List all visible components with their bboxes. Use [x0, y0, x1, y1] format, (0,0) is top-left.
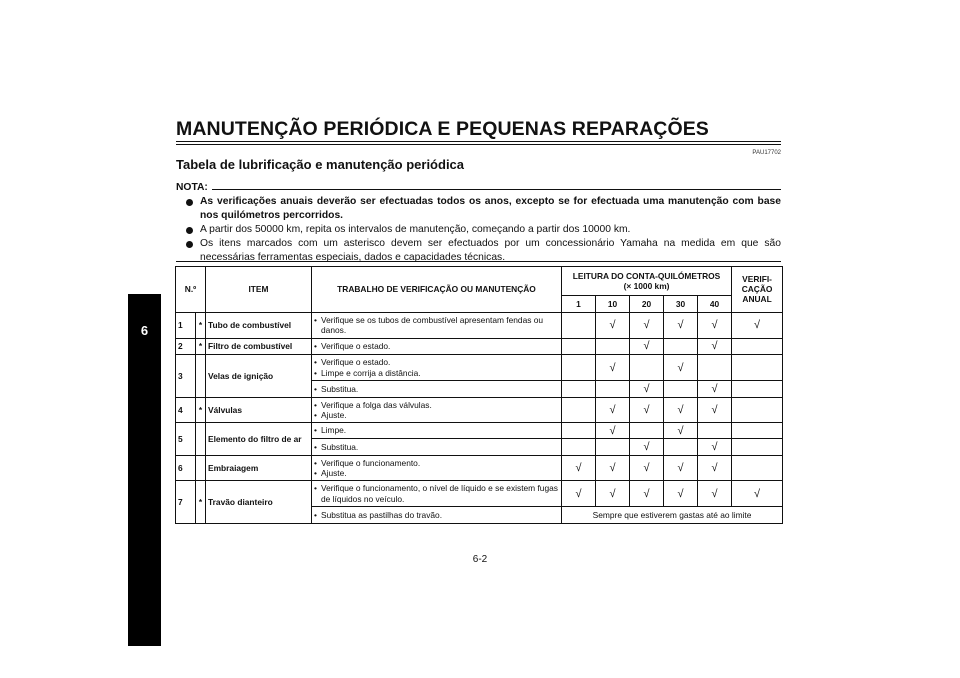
- bullet-icon: [186, 241, 193, 248]
- document-code: PAU17702: [752, 150, 781, 156]
- table-row: 2 * Filtro de combustível • Verifique o estado. √ √: [176, 338, 783, 355]
- header-km: 30: [664, 296, 698, 313]
- note-item: A partir dos 50000 km, repita os intervalos de manutenção, começando a partir dos 10000 km.: [176, 223, 781, 237]
- header-item: ITEM: [206, 267, 312, 313]
- header-annual: VERIFI-CAÇÃO ANUAL: [732, 267, 783, 313]
- chapter-tab: 6: [128, 294, 161, 646]
- title-rule-second: [176, 144, 781, 145]
- note-header: [176, 180, 781, 193]
- note-item: As verificações anuais deverão ser efectuadas todos os anos, excepto se for efectuada uma manutenção com base nos quilómetros percorridos.: [176, 195, 781, 223]
- table-row: 7 * Travão dianteiro • Verifique o funcionamento, o nível de líquido e se existem fugas de líquidos no veículo. √ √ √ √ √ √: [176, 481, 783, 507]
- table-row: 3 Velas de ignição • Verifique o estado. • Limpe e corrija a distância. √ √: [176, 355, 783, 381]
- table-row: 6 Embraiagem • Verifique o funcionamento. • Ajuste. √ √ √ √ √: [176, 455, 783, 481]
- note-box: [176, 180, 781, 265]
- table-row: 1 * Tubo de combustível • Verifique se os tubos de combustível apresentam fendas ou danos. √ √ √ √ √: [176, 312, 783, 338]
- title-rule: [176, 141, 781, 142]
- header-work: TRABALHO DE VERIFICAÇÃO OU MANUTENÇÃO: [312, 267, 562, 313]
- table-row: • Substitua. √ √: [176, 439, 783, 456]
- header-num: N.º: [176, 267, 206, 313]
- note-rule: [212, 189, 781, 190]
- table-row: • Substitua. √ √: [176, 380, 783, 397]
- table-row: 5 Elemento do filtro de ar • Limpe. √ √: [176, 423, 783, 439]
- note-list: [176, 195, 781, 265]
- bullet-icon: [186, 227, 193, 234]
- maintenance-table: [175, 266, 783, 524]
- bullet-icon: [186, 199, 193, 206]
- page-title: MANUTENÇÃO PERIÓDICA E PEQUENAS REPARAÇÕES: [176, 118, 709, 140]
- table-header-row: [176, 267, 783, 296]
- note-end-rule: [176, 261, 781, 262]
- header-odometer: LEITURA DO CONTA-QUILÓMETROS (× 1000 km): [562, 267, 732, 296]
- note-label: NOTA:: [176, 182, 208, 193]
- span-note: Sempre que estiverem gastas até ao limite: [562, 507, 783, 524]
- table-row: • Substitua as pastilhas do travão. Sempre que estiverem gastas até ao limite: [176, 507, 783, 524]
- header-km: 20: [630, 296, 664, 313]
- note-item: Os itens marcados com um asterisco devem ser efectuados por um concessionário Yamaha na medida em que são necessárias ferramentas especiais, dados e capacidades técnicas.: [176, 237, 781, 265]
- header-km: 10: [596, 296, 630, 313]
- header-km: 1: [562, 296, 596, 313]
- header-km: 40: [698, 296, 732, 313]
- page-number: 6-2: [472, 554, 488, 565]
- section-title: Tabela de lubrificação e manutenção periódica: [176, 157, 465, 172]
- table-row: 4 * Válvulas • Verifique a folga das válvulas. • Ajuste. √ √ √ √: [176, 397, 783, 423]
